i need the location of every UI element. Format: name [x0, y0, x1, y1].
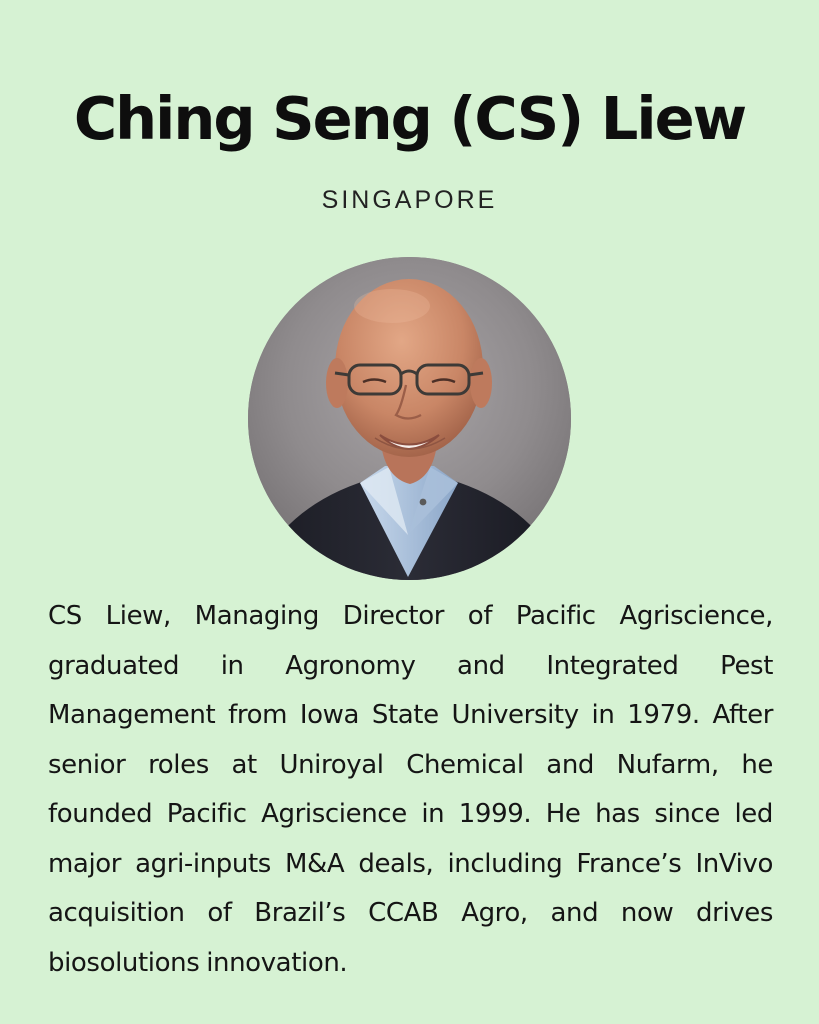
profile-photo [248, 257, 571, 580]
portrait-illustration [248, 257, 571, 580]
profile-location: SINGAPORE [321, 186, 498, 214]
profile-bio: CS Liew, Managing Director of Pacific Agriscience, graduated in Agronomy and Integrated Pest Management from Iowa State University in 1979. After senior roles at Uniroyal Chemical and Nufarm, he founded Pacific Agriscience in 1999. He has since led major agri-inputs M&A deals, including France’s InVivo acquisition of Brazil’s CCAB Agro, and now drives biosolutions innovation. [48, 601, 773, 978]
profile-name: Ching Seng (CS) Liew [73, 84, 746, 153]
